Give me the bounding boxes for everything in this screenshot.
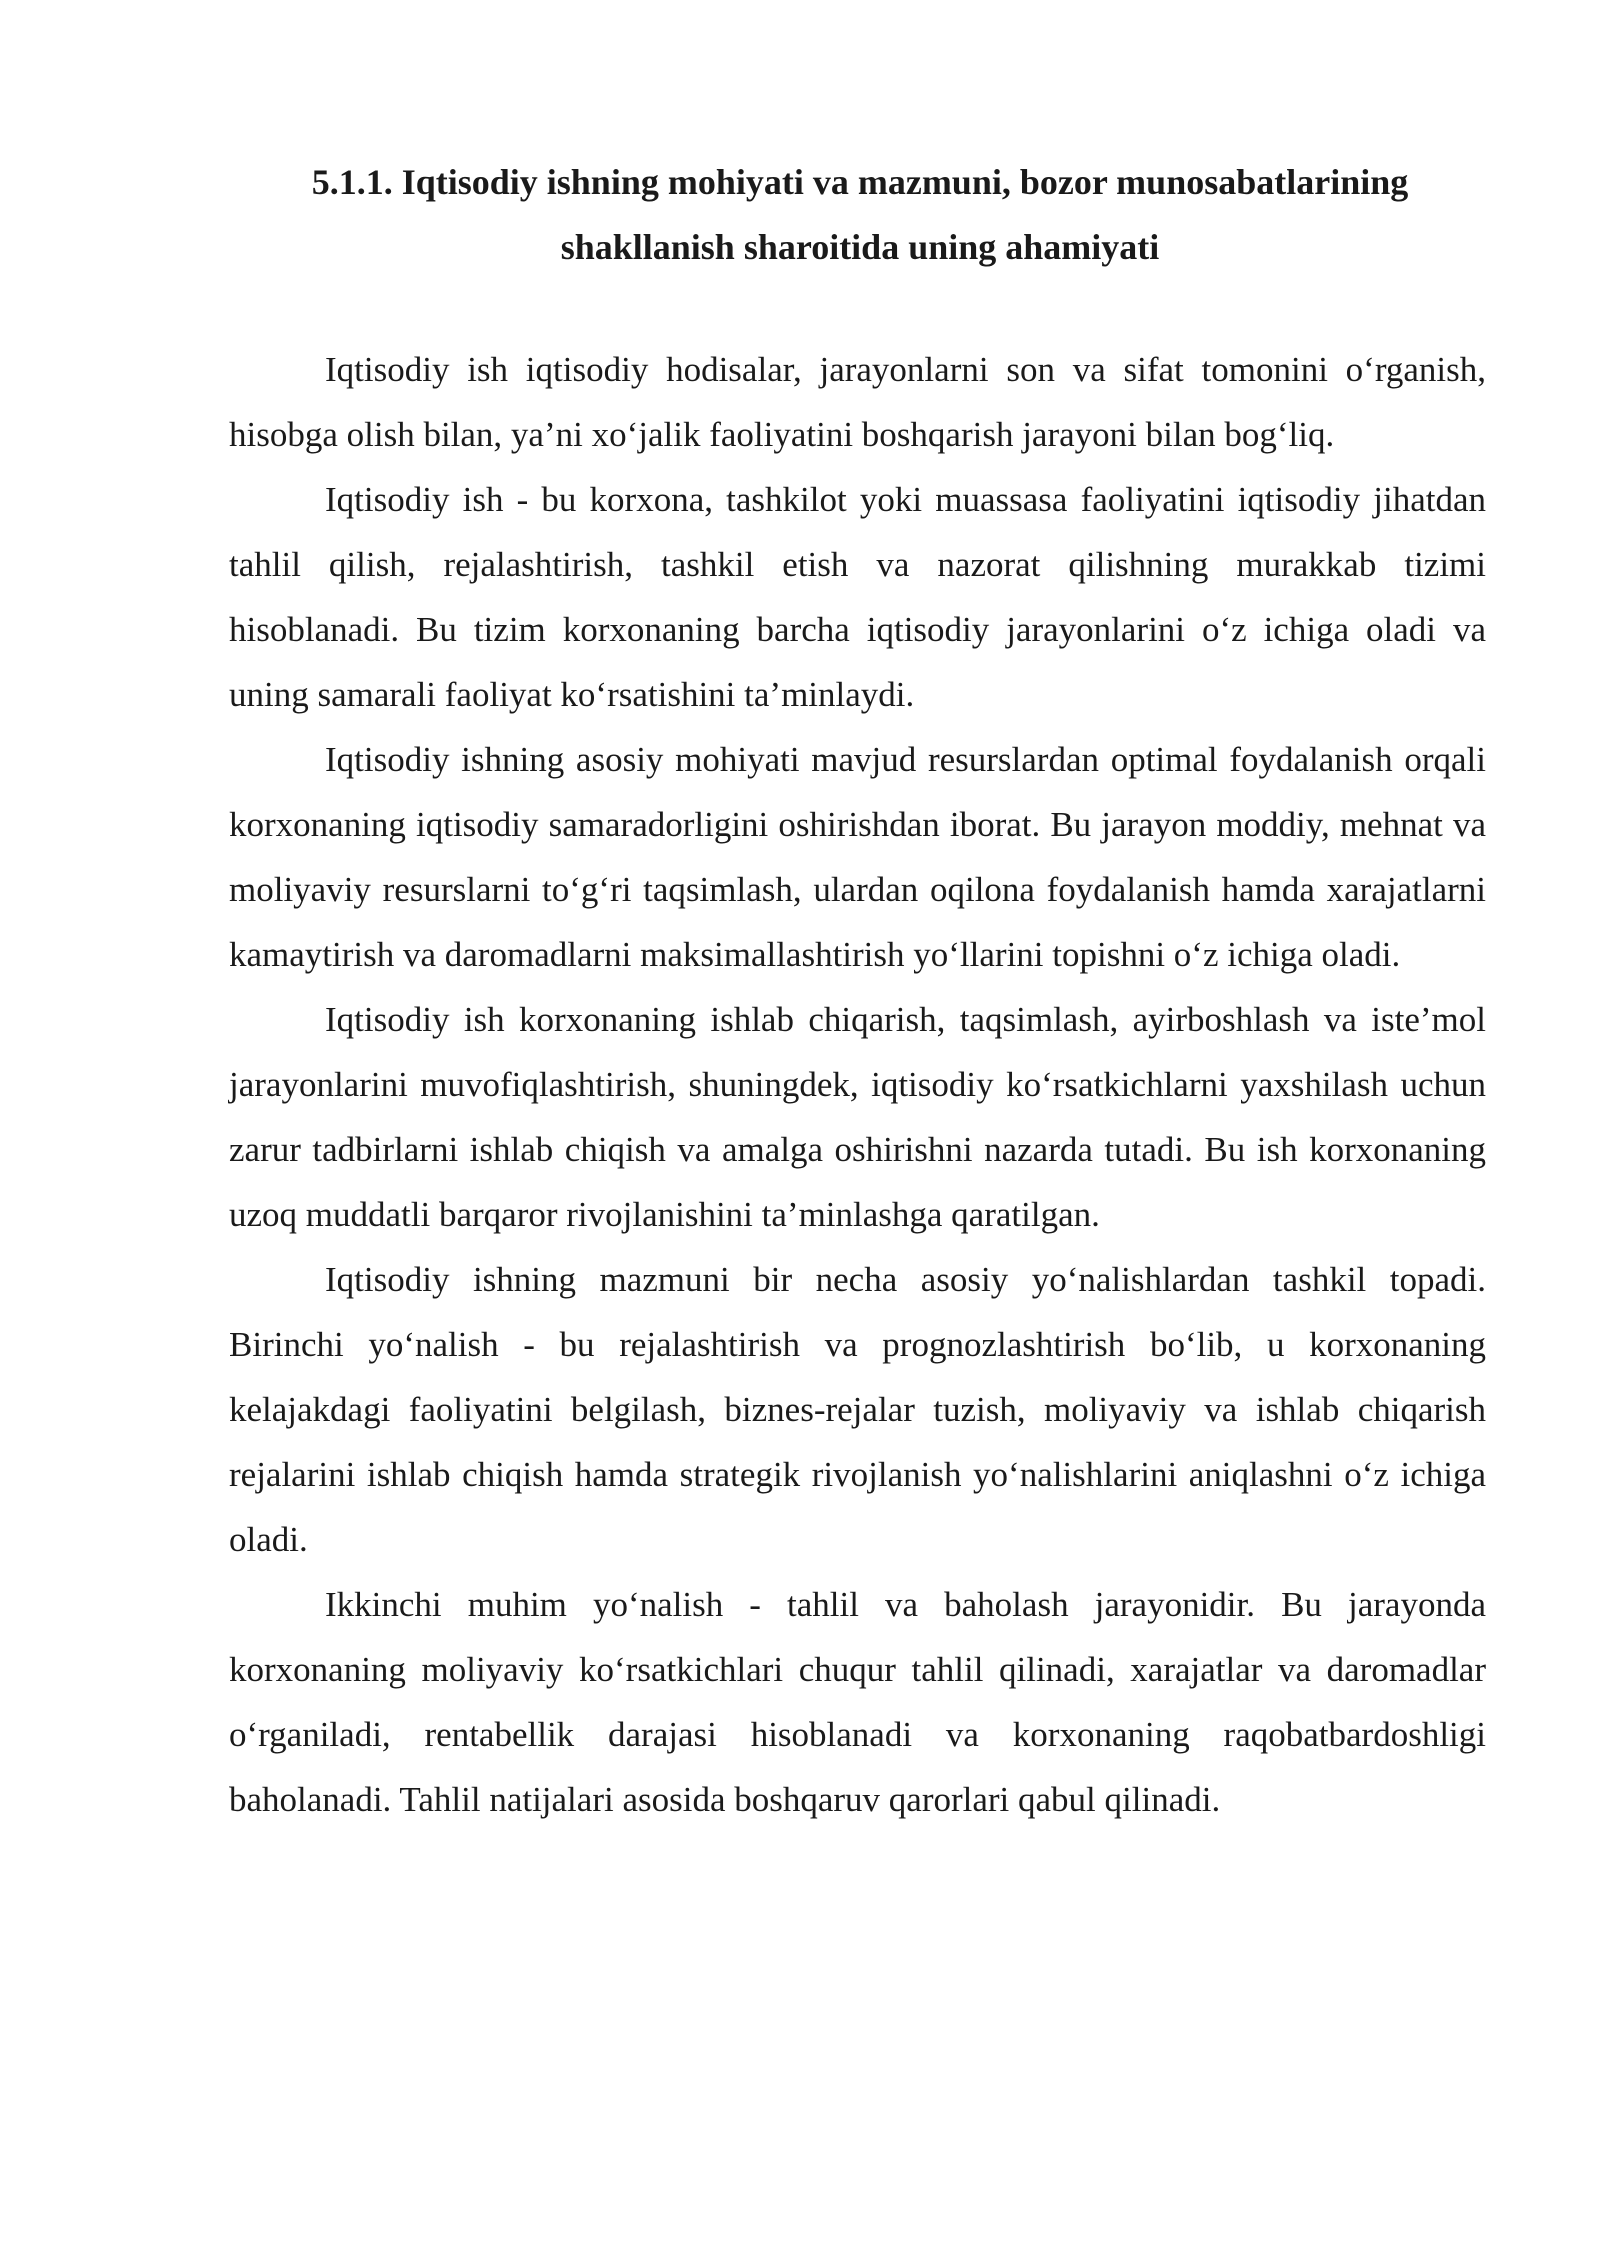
document-body bbox=[229, 337, 1486, 1832]
paragraph-2: Iqtisodiy ish - bu korxona, tashkilot yoki muassasa faoliyatini iqtisodiy jihatdan tahlil qilish, rejalashtirish, tashkil etish va nazorat qilishning murakkab tizimi hisoblanadi. Bu tizim korxonaning barcha iqtisodiy jarayonlarini o‘z ichiga oladi va uning samarali faoliyat ko‘rsatishini ta’minlaydi. bbox=[229, 480, 1486, 714]
section-heading-line-1: 5.1.1. Iqtisodiy ishning mohiyati va mazmuni, bozor munosabatlarining bbox=[311, 162, 1409, 202]
section-heading bbox=[230, 150, 1490, 280]
section-heading-line-2: shakllanish sharoitida uning ahamiyati bbox=[560, 227, 1160, 267]
paragraph-1: Iqtisodiy ish iqtisodiy hodisalar, jarayonlarni son va sifat tomonini o‘rganish, hisobga olish bilan, ya’ni xo‘jalik faoliyatini boshqarish jarayoni bilan bog‘liq. bbox=[229, 350, 1486, 454]
paragraph-3: Iqtisodiy ishning asosiy mohiyati mavjud resurslardan optimal foydalanish orqali korxonaning iqtisodiy samaradorligini oshirishdan iborat. Bu jarayon moddiy, mehnat va moliyaviy resurslarni to‘g‘ri taqsimlash, ulardan oqilona foydalanish hamda xarajatlarni kamaytirish va daromadlarni maksimallashtirish yo‘llarini topishni o‘z ichiga oladi. bbox=[229, 740, 1486, 974]
paragraph-4: Iqtisodiy ish korxonaning ishlab chiqarish, taqsimlash, ayirboshlash va iste’mol jarayonlarini muvofiqlashtirish, shuningdek, iqtisodiy ko‘rsatkichlarni yaxshilash uchun zarur tadbirlarni ishlab chiqish va amalga oshirishni nazarda tutadi. Bu ish korxonaning uzoq muddatli barqaror rivojlanishini ta’minlashga qaratilgan. bbox=[229, 1000, 1486, 1234]
paragraph-6: Ikkinchi muhim yo‘nalish - tahlil va baholash jarayonidir. Bu jarayonda korxonaning moliyaviy ko‘rsatkichlari chuqur tahlil qilinadi, xarajatlar va daromadlar o‘rganiladi, rentabellik darajasi hisoblanadi va korxonaning raqobatbardoshligi baholanadi. Tahlil natijalari asosida boshqaruv qarorlari qabul qilinadi. bbox=[229, 1585, 1486, 1819]
paragraph-5: Iqtisodiy ishning mazmuni bir necha asosiy yo‘nalishlardan tashkil topadi. Birinchi yo‘nalish - bu rejalashtirish va prognozlashtirish bo‘lib, u korxonaning kelajakdagi faoliyatini belgilash, biznes-rejalar tuzish, moliyaviy va ishlab chiqarish rejalarini ishlab chiqish hamda strategik rivojlanish yo‘nalishlarini aniqlashni o‘z ichiga oladi. bbox=[229, 1260, 1486, 1559]
